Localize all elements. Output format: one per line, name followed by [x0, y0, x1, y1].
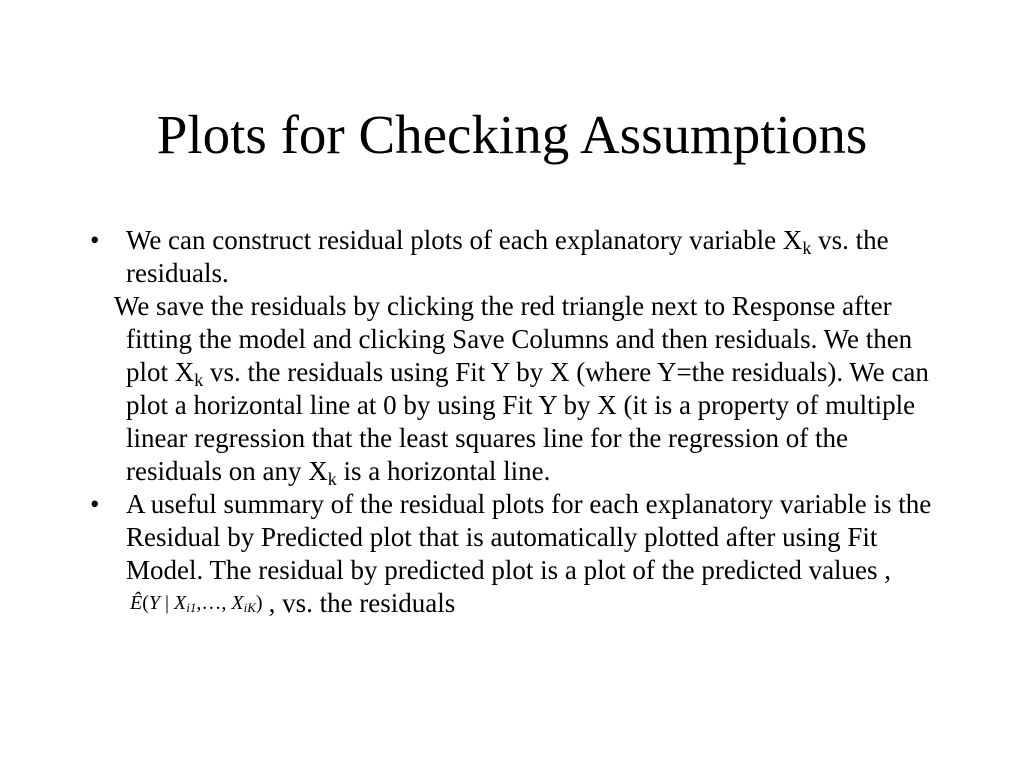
formula-y: Y	[148, 592, 161, 614]
bullet-icon: •	[90, 489, 100, 519]
slide-body	[88, 224, 940, 620]
formula-e-hat: Ê	[130, 592, 143, 614]
predicted-value-formula	[130, 587, 263, 620]
continuation-paragraph-save-residuals	[88, 290, 940, 488]
formula-x1: X	[174, 592, 187, 614]
p3-text-b: , vs. the residuals	[268, 588, 456, 618]
p2-text-b: vs. the residuals using Fit Y by X (where Y=the residuals). We can plot a horizontal line at 0 by using Fit Y by X (it is a property of multiple linear regression that the least squares line for the regression of the residuals on any X	[126, 357, 929, 486]
bullet-icon: •	[90, 225, 100, 255]
p2-subscript-k-2: k	[327, 469, 337, 489]
bullet-paragraph-residual-by-predicted	[88, 488, 940, 620]
slide-title: Plots for Checking Assumptions	[156, 104, 868, 165]
formula-ellipsis: ,…,	[196, 592, 232, 614]
p2-text-a: We save the residuals by clicking the red triangle next to Response after fitting the model and clicking Save Columns and then residuals. We then plot X	[114, 291, 913, 387]
formula-close-paren: )	[255, 592, 263, 614]
p2-subscript-k-1: k	[194, 370, 204, 390]
p2-text-c: is a horizontal line.	[336, 456, 551, 486]
formula-x1-subscript: i1	[186, 600, 197, 615]
p1-text-b: vs. the residuals.	[126, 225, 889, 288]
p1-subscript-k: k	[802, 238, 812, 258]
p1-text-a: We can construct residual plots of each explanatory variable X	[126, 225, 803, 255]
formula-given-bar: |	[160, 592, 175, 614]
formula-open-paren: (	[142, 592, 149, 614]
p3-text-a: A useful summary of the residual plots for each explanatory variable is the Residual by Predicted plot that is automatically plotted after using Fit Model. The residual by predicted plot is a plot of the predicted values ,	[126, 489, 932, 585]
bullet-paragraph-residual-plots	[88, 224, 940, 290]
formula-xk: X	[231, 592, 244, 614]
formula-xk-subscript: iK	[243, 600, 256, 615]
